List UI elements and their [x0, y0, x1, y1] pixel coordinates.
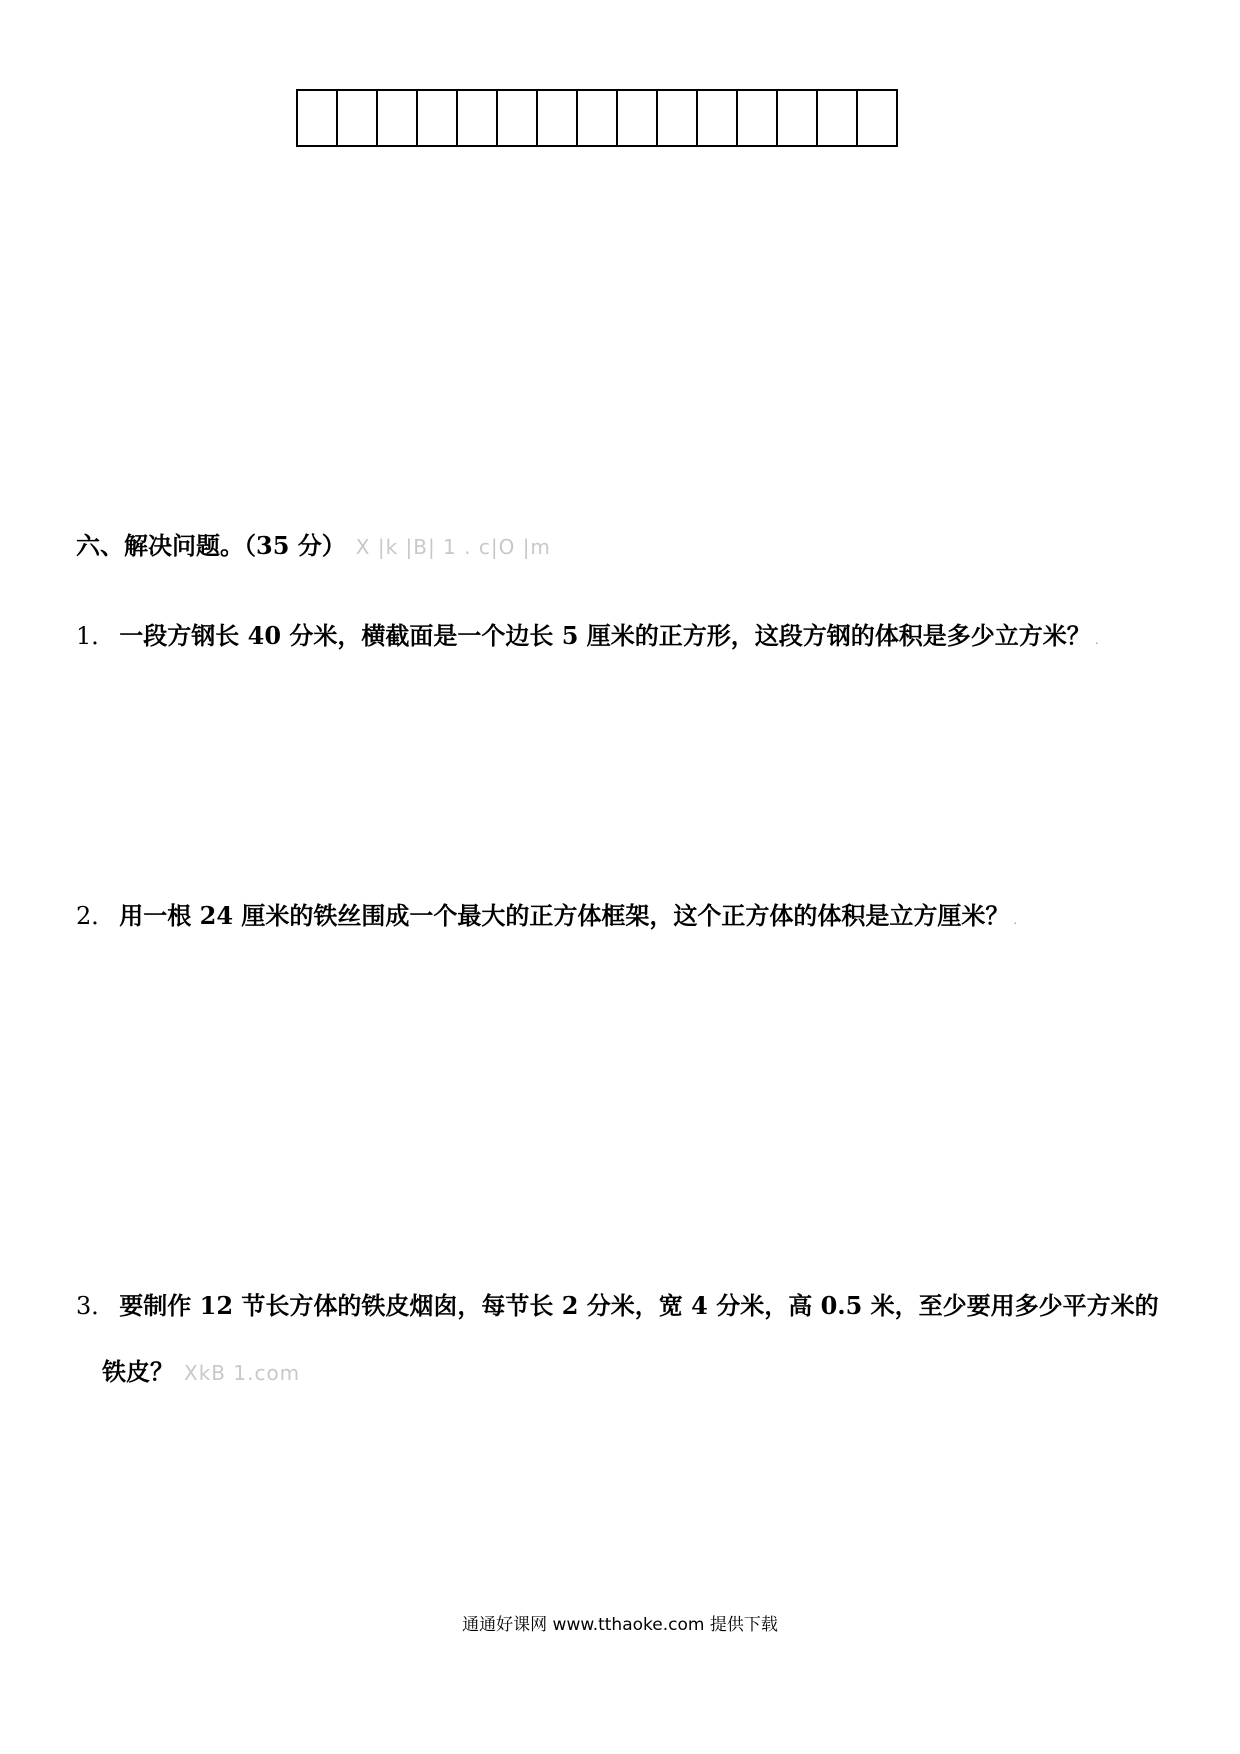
grid-cell — [498, 91, 538, 145]
grid-cell — [338, 91, 378, 145]
question-2 — [76, 896, 1017, 931]
question-3 — [76, 1286, 1159, 1321]
question-number: 1． — [76, 622, 116, 650]
watermark-text: XkB 1.com — [184, 1361, 301, 1385]
question-text-continued: 铁皮？ — [102, 1357, 174, 1386]
answer-grid — [296, 89, 898, 147]
grid-cell — [418, 91, 458, 145]
stray-dot: . — [1094, 633, 1099, 647]
question-number: 2． — [76, 902, 116, 930]
section-heading — [76, 526, 551, 561]
watermark-text: X |k |B| 1 . c|O |m — [355, 535, 551, 559]
grid-cell — [778, 91, 818, 145]
question-text: 用一根 24 厘米的铁丝围成一个最大的正方体框架，这个正方体的体积是立方厘米？ — [119, 901, 1010, 930]
grid-cell — [298, 91, 338, 145]
grid-cell — [658, 91, 698, 145]
stray-dot: . — [1013, 913, 1018, 927]
question-text: 要制作 12 节长方体的铁皮烟囱，每节长 2 分米，宽 4 分米，高 0.5 米，至少要用多少平方米的 — [119, 1291, 1159, 1320]
section-title: 六、解决问题。（35 分） — [76, 531, 346, 560]
grid-cell — [578, 91, 618, 145]
grid-cell — [738, 91, 778, 145]
grid-cell — [698, 91, 738, 145]
footer-text: 通通好课网 www.tthaoke.com 提供下载 — [462, 1615, 778, 1635]
footer — [0, 1610, 1240, 1635]
grid-cell — [458, 91, 498, 145]
question-number: 3． — [76, 1292, 116, 1320]
question-3-continuation — [102, 1352, 300, 1387]
grid-cell — [618, 91, 658, 145]
question-1 — [76, 616, 1099, 651]
grid-cell — [858, 91, 898, 145]
grid-cell — [378, 91, 418, 145]
grid-cell — [538, 91, 578, 145]
question-text: 一段方钢长 40 分米，横截面是一个边长 5 厘米的正方形，这段方钢的体积是多少立方米？ — [119, 621, 1091, 650]
grid-cell — [818, 91, 858, 145]
